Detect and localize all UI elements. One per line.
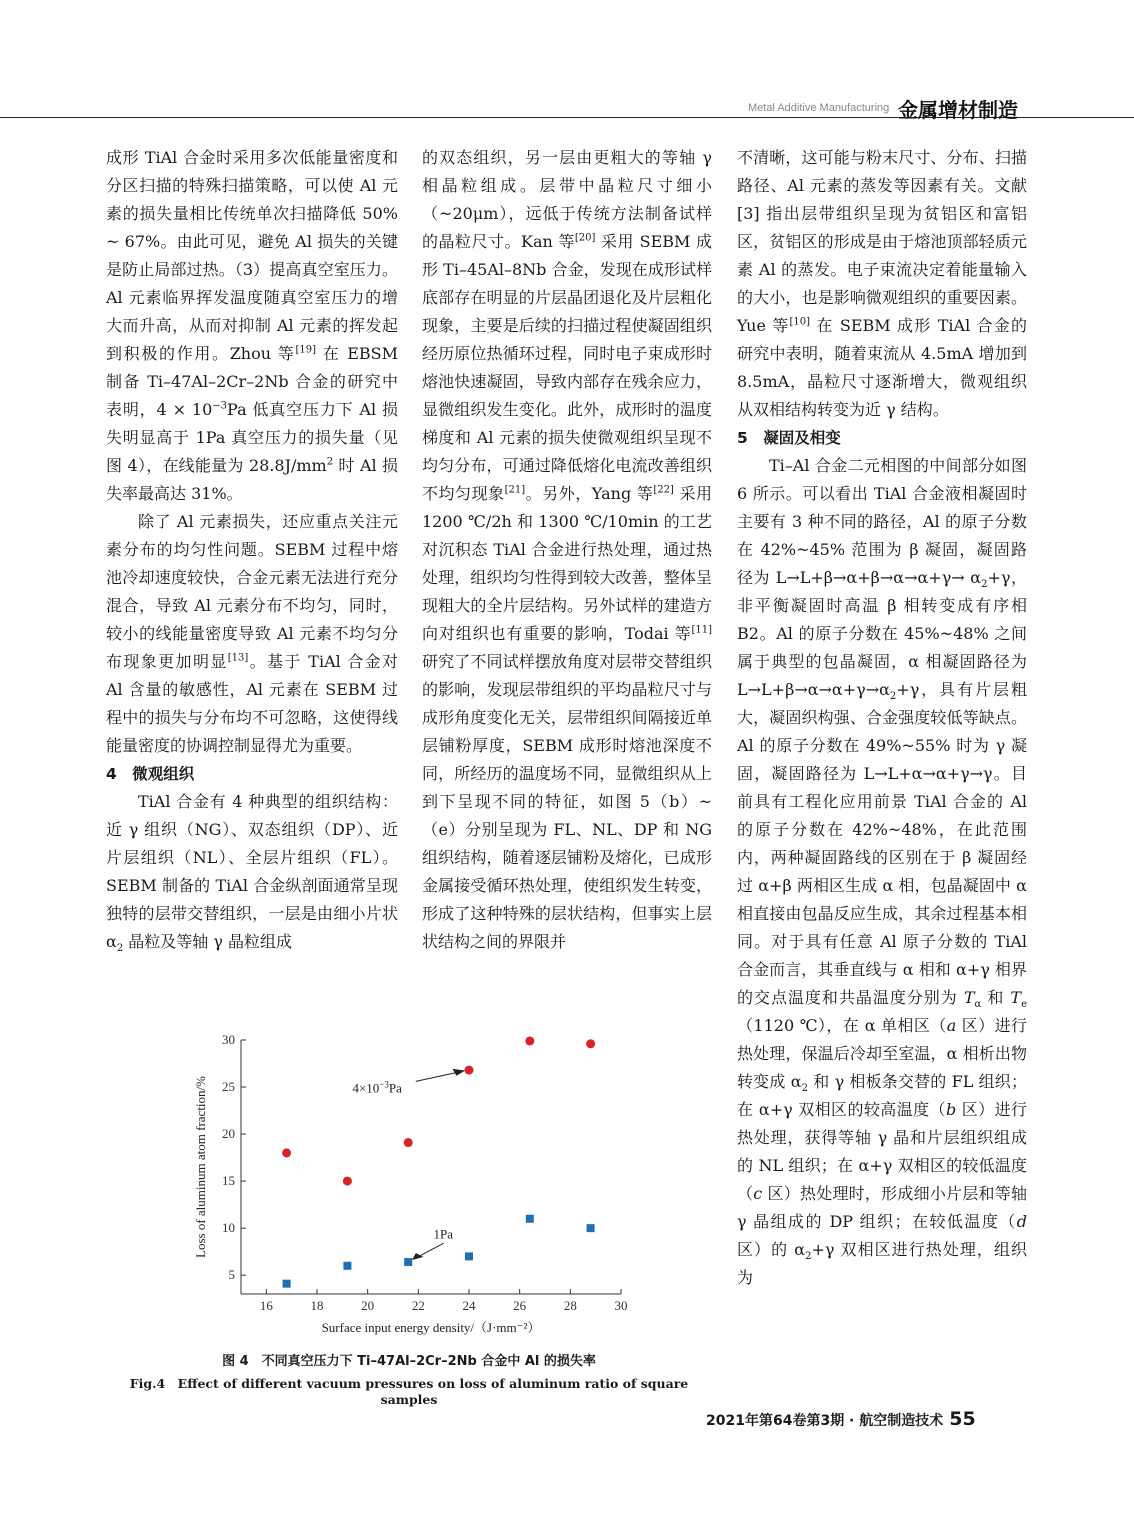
x-tick-label: 20 xyxy=(361,1298,375,1313)
data-point-low-pressure xyxy=(282,1148,291,1157)
data-point-high-pressure xyxy=(283,1280,291,1288)
paragraph: 除了 Al 元素损失，还应重点关注元素分布的均匀性问题。SEBM 过程中熔池冷却速度较快，合金元素无法进行充分混合，导致 Al 元素分布不均匀，同时，较小的线能量密度导致 Al 元素不均匀分布现象更加明显[13]。基于 TiAl 合金对 Al 含量的敏感性，Al 元素在 SEBM 过程中的损失与分布均不可忽略，这使得线能量密度的协调控制显得尤为重要。 xyxy=(106,512,398,755)
data-point-high-pressure xyxy=(404,1258,412,1266)
y-tick-label: 20 xyxy=(222,1126,235,1142)
aluminum-loss-scatter-chart xyxy=(106,1022,712,1352)
data-point-low-pressure xyxy=(343,1177,352,1186)
x-tick-label: 26 xyxy=(513,1298,527,1313)
x-tick-label: 22 xyxy=(411,1298,425,1313)
journal-title-en: Metal Additive Manufacturing xyxy=(748,102,890,114)
section-heading-microstructure: 4 微观组织 xyxy=(106,765,195,783)
y-tick-label: 30 xyxy=(222,1032,235,1047)
figure-4 xyxy=(106,1022,712,1402)
page-number: 55 xyxy=(949,1408,976,1430)
paragraph: Ti–Al 合金二元相图的中间部分如图 6 所示。可以看出 TiAl 合金液相凝固时主要有 3 种不同的路径，Al 的原子分数在 42%~45% 范围为 β 凝固，凝固路径为 $L\to L+\beta\to\alpha+\beta\to\alpha\to\alpha+\gamma\to \alpha_2+\gamma$，非平衡凝固时高温 β 相转变成有序相 B2。Al 的原子分数在 45%~48% 之间属于典型的包晶凝固，α 相凝固路径为 $L\to L+\beta\to\alpha\to\alpha+\gamma\to\alpha_2+\gamma$，具有片层粗大，凝固织构强、合金强度较低等缺点。Al 的原子分数在 49%~55% 时为 γ 凝固，凝固路径为 L→L+α→α+γ→γ。目前具有工程化应用前景 TiAl 合金的 Al 的原子分数在 42%~48%，在此范围内，两种凝固路线的区别在于 β 凝固经过 α+β 两相区生成 α 相，包晶凝固中 α 相直接由包晶反应生成，其余过程基本相同。对于具有任意 Al 原子分数的 TiAl 合金而言，其垂直线与 α 相和 α+γ 相界的交点温度和共晶温度分别为 $T_\alpha$ 和 $T_e(1120$ ℃），在 α 单相区（a 区）进行热处理，保温后冷却至室温，α 相析出物转变成 $\alpha_2$ 和 γ 相板条交替的 FL 组织；在 α+γ 双相区的较高温度（b 区）进行热处理，获得等轴 γ 晶和片层组织组成的 NL 组织；在 α+γ 双相区的较低温度（c 区）热处理时，形成细小片层和等轴 γ 晶组成的 DP 组织；在较低温度（d 区）的 $\alpha_2+\gamma$ 双相区进行热处理，组织为 xyxy=(737,456,1027,1287)
data-point-low-pressure xyxy=(525,1036,534,1045)
x-axis-label: Surface input energy density/（J·mm⁻²） xyxy=(321,1320,541,1335)
figure-caption-cn: 图 4 不同真空压力下 Ti–47Al–2Cr–2Nb 合金中 Al 的损失率 xyxy=(222,1354,596,1369)
annotation-low-pressure: $4\times 10^{-3}Pa$ xyxy=(352,1079,402,1096)
y-tick-label: 15 xyxy=(222,1173,235,1189)
annotation-arrow-low xyxy=(416,1072,459,1081)
paragraph: 不清晰，这可能与粉末尺寸、分布、扫描路径、Al 元素的蒸发等因素有关。文献 [3] 指出层带组织呈现为贫铝区和富铝区，贫铝区的形成是由于熔池顶部轻质元素 Al 的蒸发。电子束流决定着能量输入的大小，也是影响微观组织的重要因素。Yue 等[10] 在 SEBM 成形 TiAl 合金的研究中表明，随着束流从 4.5mA 增加到 8.5mA，晶粒尺寸逐渐增大，微观组织从双相结构转变为近 γ 结构。 xyxy=(737,148,1027,419)
paragraph: TiAl 合金有 4 种典型的组织结构：近 γ 组织（NG）、双态组织（DP）、近片层组织（NL）、全层片组织（FL）。SEBM 制备的 TiAl 合金纵剖面通常呈现独特的层带交替组织，一层是由细小片状 $\alpha_2$ 晶粒及等轴 γ 晶粒组成 xyxy=(106,792,398,955)
figure-caption-en: Fig.4 Effect of different vacuum pressures on loss of aluminum ratio of square samples xyxy=(129,1376,689,1407)
x-tick-label: 18 xyxy=(310,1298,324,1313)
data-point-high-pressure xyxy=(343,1262,351,1270)
y-tick-label: 10 xyxy=(222,1220,235,1236)
x-tick-label: 28 xyxy=(563,1298,577,1313)
paragraph: 的双态组织，另一层由更粗大的等轴 γ 相晶粒组成。层带中晶粒尺寸细小（~20μm），远低于传统方法制备试样的晶粒尺寸。Kan 等[20] 采用 SEBM 成形 Ti–45Al–8Nb 合金，发现在成形试样底部存在明显的片层晶团退化及片层粗化现象，主要是后续的扫描过程使凝固组织经历原位热循环过程，同时电子束成形时熔池快速凝固，导致内部存在残余应力，显微组织发生变化。此外，成形时的温度梯度和 Al 元素的损失使微观组织呈现不均匀分布，可通过降低熔化电流改善组织不均匀现象[21]。另外，Yang 等[22] 采用 1200 ℃/2h 和 1300 ℃/10min 的工艺对沉积态 TiAl 合金进行热处理，通过热处理，组织均匀性得到较大改善，整体呈现粗大的全片层结构。另外试样的建造方向对组织也有重要的影响，Todai 等[11] 研究了不同试样摆放角度对层带交替组织的影响，发现层带组织的平均晶粒尺寸与成形角度变化无关，层带组织间隔接近单层铺粉厚度，SEBM 成形时熔池深度不同，所经历的温度场不同，显微组织从上到下呈现不同的特征，如图 5（b）~（e）分别呈现为 FL、NL、DP 和 NG 组织结构，随着逐层铺粉及熔化，已成形金属接受循环热处理，使组织发生转变，形成了这种特殊的层状结构，但事实上层状结构之间的界限并 xyxy=(422,148,712,951)
data-point-high-pressure xyxy=(587,1224,595,1232)
data-point-low-pressure xyxy=(465,1066,474,1075)
annotation-arrowhead-low xyxy=(453,1069,466,1076)
annotation-high-pressure: 1Pa xyxy=(433,1226,454,1242)
annotation-arrowhead-high xyxy=(412,1253,423,1260)
page-footer xyxy=(706,1408,976,1430)
section-heading-solidification: 5 凝固及相变 xyxy=(737,429,841,447)
y-tick-label: 25 xyxy=(222,1079,235,1095)
data-point-low-pressure xyxy=(586,1039,595,1048)
footer-issue: 2021年第64卷第3期 · 航空制造技术 xyxy=(706,1413,944,1429)
text-column-1 xyxy=(106,144,398,956)
y-tick-label: 5 xyxy=(228,1267,235,1283)
x-tick-label: 16 xyxy=(259,1298,273,1313)
data-point-high-pressure xyxy=(465,1252,473,1260)
text-column-2 xyxy=(422,144,712,956)
y-axis-label: Loss of aluminum atom fraction/% xyxy=(193,1076,208,1258)
x-tick-label: 24 xyxy=(462,1298,476,1313)
data-point-high-pressure xyxy=(526,1215,534,1223)
journal-title-cn: 金属增材制造 xyxy=(898,98,1018,122)
x-tick-label: 30 xyxy=(614,1298,628,1313)
paragraph: 成形 TiAl 合金时采用多次低能量密度和分区扫描的特殊扫描策略，可以使 Al 元素的损失量相比传统单次扫描降低 50% ~ 67%。由此可见，避免 Al 损失的关键是防止局部过热。（3）提高真空室压力。Al 元素临界挥发温度随真空室压力的增大而升高，从而对抑制 Al 元素的挥发起到积极的作用。Zhou 等[19] 在 EBSM 制备 Ti–47Al–2Cr–2Nb 合金的研究中表明，$4 \times 10^{-3}Pa$ 低真空压力下 Al 损失明显高于 1Pa 真空压力的损失量（见图 4），在线能量为 $28.8J/mm^2$ 时 Al 损失率最高达 31%。 xyxy=(106,148,398,503)
text-column-3 xyxy=(737,144,1027,1292)
data-point-low-pressure xyxy=(404,1138,413,1147)
annotation-arrow-high xyxy=(417,1243,444,1257)
